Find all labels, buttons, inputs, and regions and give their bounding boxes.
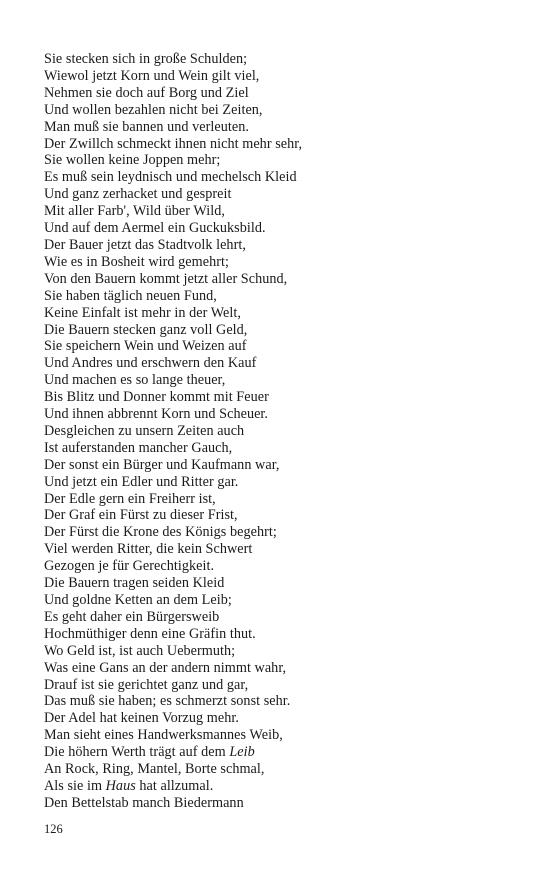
poem-line: Es geht daher ein Bürgersweib — [44, 608, 220, 625]
poem-line: Und goldne Ketten an dem Leib; — [44, 592, 232, 608]
poem-line — [44, 744, 514, 761]
poem-line: Der Graf ein Fürst zu dieser Frist, — [44, 507, 238, 524]
poem-line — [44, 778, 514, 795]
poem-line: Und wollen bezahlen nicht bei Zeiten, — [44, 101, 263, 118]
poem-line-emphasis: Leib — [229, 744, 255, 761]
poem-line: Der Edle gern ein Freiherr ist, — [44, 490, 216, 507]
poem-line-text: hat allzumal. — [135, 777, 214, 794]
poem-line: Und ganz zerhacket und gespreit — [44, 186, 232, 203]
poem-line: Man muß sie bannen und verleuten. — [44, 118, 249, 135]
poem-line-text: Die höhern Werth trägt auf dem — [44, 744, 230, 761]
poem-text — [44, 51, 514, 812]
poem-line: Bis Blitz und Donner kommt mit Feuer — [44, 389, 269, 406]
poem-line: Drauf ist sie gerichtet ganz und gar, — [44, 676, 249, 693]
poem-line: Und jetzt ein Edler und Ritter gar. — [44, 473, 239, 490]
poem-line: Sie stecken sich in große Schulden; — [44, 51, 248, 67]
poem-line: Wie es in Bosheit wird gemehrt; — [44, 253, 229, 270]
poem-line: Das muß sie haben; es schmerzt sonst sehr. — [44, 693, 291, 710]
poem-line: Die Bauern tragen seiden Kleid — [44, 575, 225, 592]
poem-line: Und ihnen abbrennt Korn und Scheuer. — [44, 406, 269, 423]
poem-line: Hochmüthiger denn eine Gräfin thut. — [44, 625, 256, 642]
poem-line: Sie speichern Wein und Weizen auf — [44, 338, 247, 355]
poem-line: Wo Geld ist, ist auch Uebermuth; — [44, 642, 236, 659]
poem-line: Und machen es so lange theuer, — [44, 372, 226, 389]
poem-line: Die Bauern stecken ganz voll Geld, — [44, 321, 248, 338]
poem-line: Den Bettelstab manch Biedermann — [44, 794, 244, 811]
poem-line: An Rock, Ring, Mantel, Borte schmal, — [44, 761, 265, 778]
poem-line: Von den Bauern kommt jetzt aller Schund, — [44, 270, 288, 287]
poem-line: Sie haben täglich neuen Fund, — [44, 287, 217, 304]
poem-line: Keine Einfalt ist mehr in der Welt, — [44, 304, 241, 321]
poem-line: Sie wollen keine Joppen mehr; — [44, 152, 221, 169]
poem-line: Man sieht eines Handwerksmannes Weib, — [44, 727, 283, 744]
poem-line: Der sonst ein Bürger und Kaufmann war, — [44, 456, 280, 473]
poem-line: Es muß sein leydnisch und mechelsch Kleid — [44, 169, 297, 186]
poem-line: Und Andres und erschwern den Kauf — [44, 355, 257, 372]
poem-line: Und auf dem Aermel ein Guckuksbild. — [44, 220, 266, 237]
poem-line: Mit aller Farb', Wild über Wild, — [44, 203, 225, 220]
poem-line: Wiewol jetzt Korn und Wein gilt viel, — [44, 67, 260, 84]
poem-line: Viel werden Ritter, die kein Schwert — [44, 541, 253, 558]
poem-line: Der Adel hat keinen Vorzug mehr. — [44, 710, 239, 727]
poem-line: Der Fürst die Krone des Königs begehrt; — [44, 524, 277, 541]
poem-line-emphasis: Haus — [105, 777, 136, 794]
poem-line: Desgleichen zu unsern Zeiten auch — [44, 422, 245, 439]
poem-line: Ist auferstanden mancher Gauch, — [44, 439, 233, 456]
poem-line: Was eine Gans an der andern nimmt wahr, — [44, 659, 287, 676]
poem-line: Nehmen sie doch auf Borg und Ziel — [44, 84, 249, 101]
poem-line: Gezogen je für Gerechtigkeit. — [44, 558, 215, 575]
page-number: 126 — [44, 822, 63, 836]
poem-line-text: Als sie im — [44, 777, 106, 794]
poem-line: Der Zwillch schmeckt ihnen nicht mehr sehr, — [44, 135, 303, 152]
poem-line: Der Bauer jetzt das Stadtvolk lehrt, — [44, 236, 246, 253]
